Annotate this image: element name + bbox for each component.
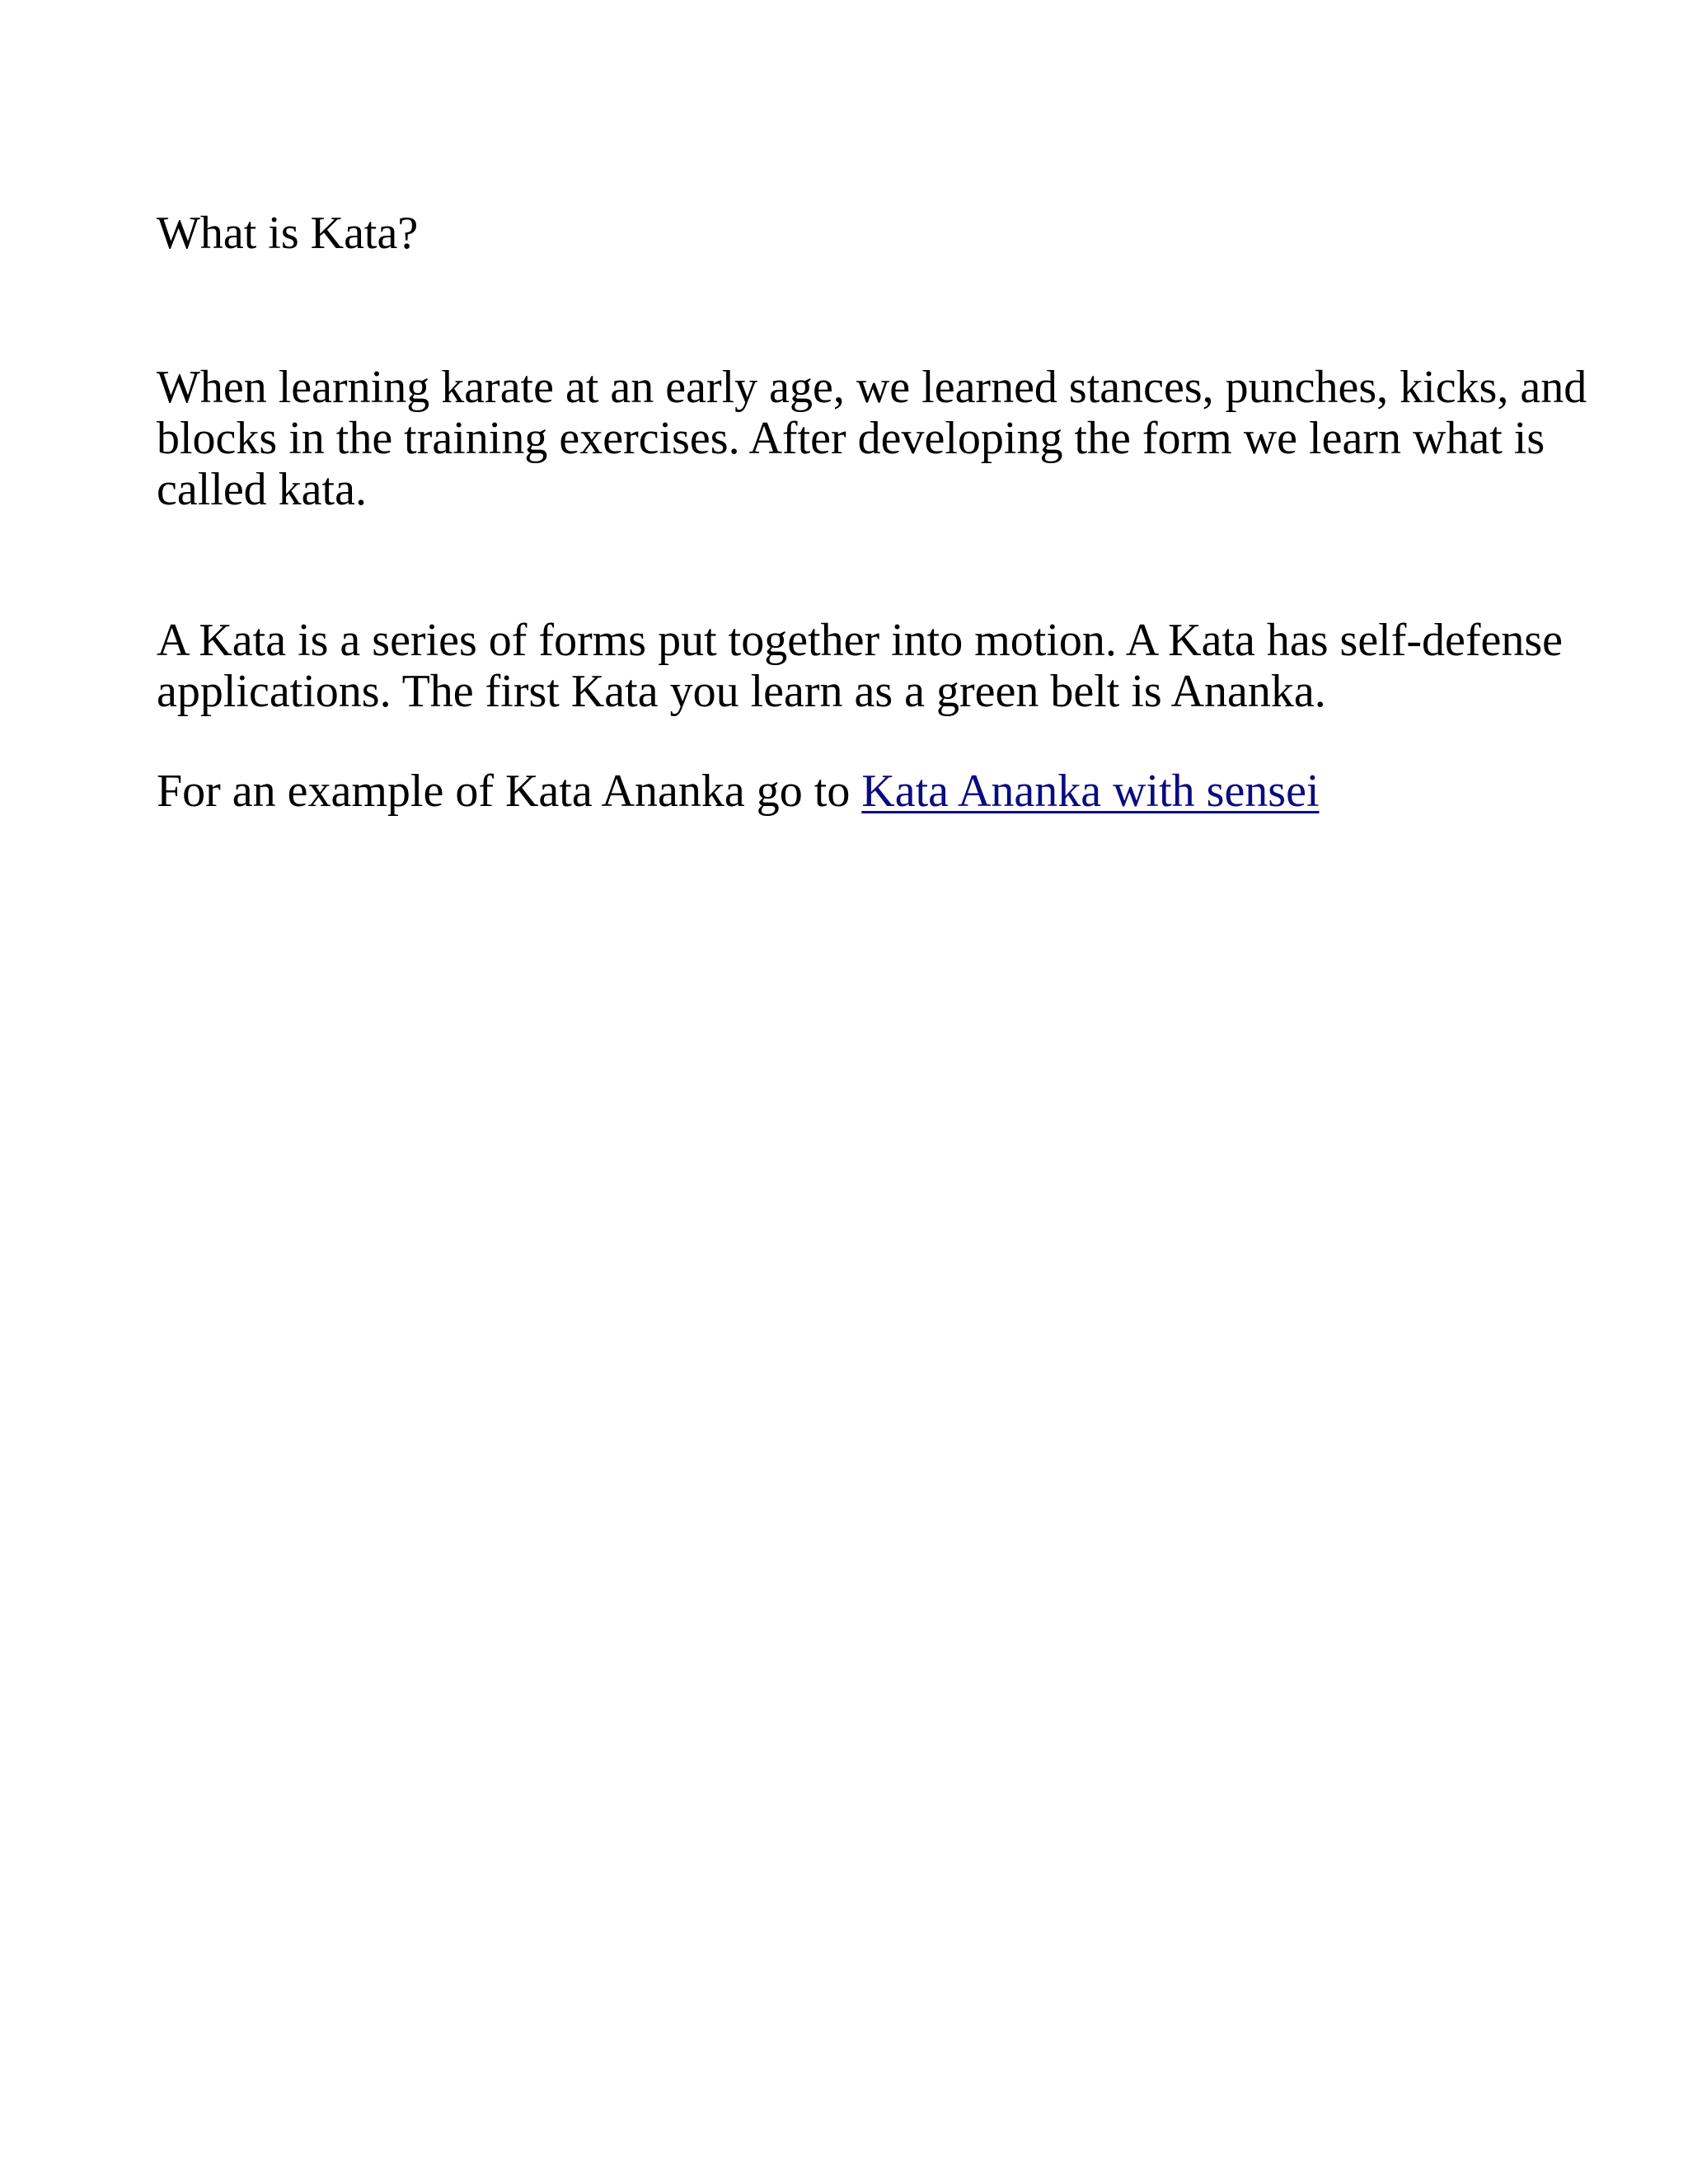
paragraph-line: applications. The first Kata you learn as a green belt is Ananka. <box>157 666 1326 717</box>
title-text: What is Kata? <box>157 208 419 259</box>
example-prefix-text: For an example of Kata Ananka go to <box>157 766 862 817</box>
kata-ananka-link[interactable]: Kata Ananka with sensei <box>861 766 1320 817</box>
paragraph-line: When learning karate at an early age, we learned stances, punches, kicks, and <box>157 362 1587 413</box>
paragraph-line <box>157 766 1320 817</box>
paragraph-line: called kata. <box>157 464 367 515</box>
paragraph-line: blocks in the training exercises. After developing the form we learn what is <box>157 413 1545 464</box>
page-title <box>157 208 418 259</box>
paragraph-example-link <box>157 766 1320 817</box>
paragraph-learning-karate <box>157 362 1587 515</box>
paragraph-kata-definition <box>157 615 1563 717</box>
paragraph-line: A Kata is a series of forms put together into motion. A Kata has self-defense <box>157 615 1564 666</box>
